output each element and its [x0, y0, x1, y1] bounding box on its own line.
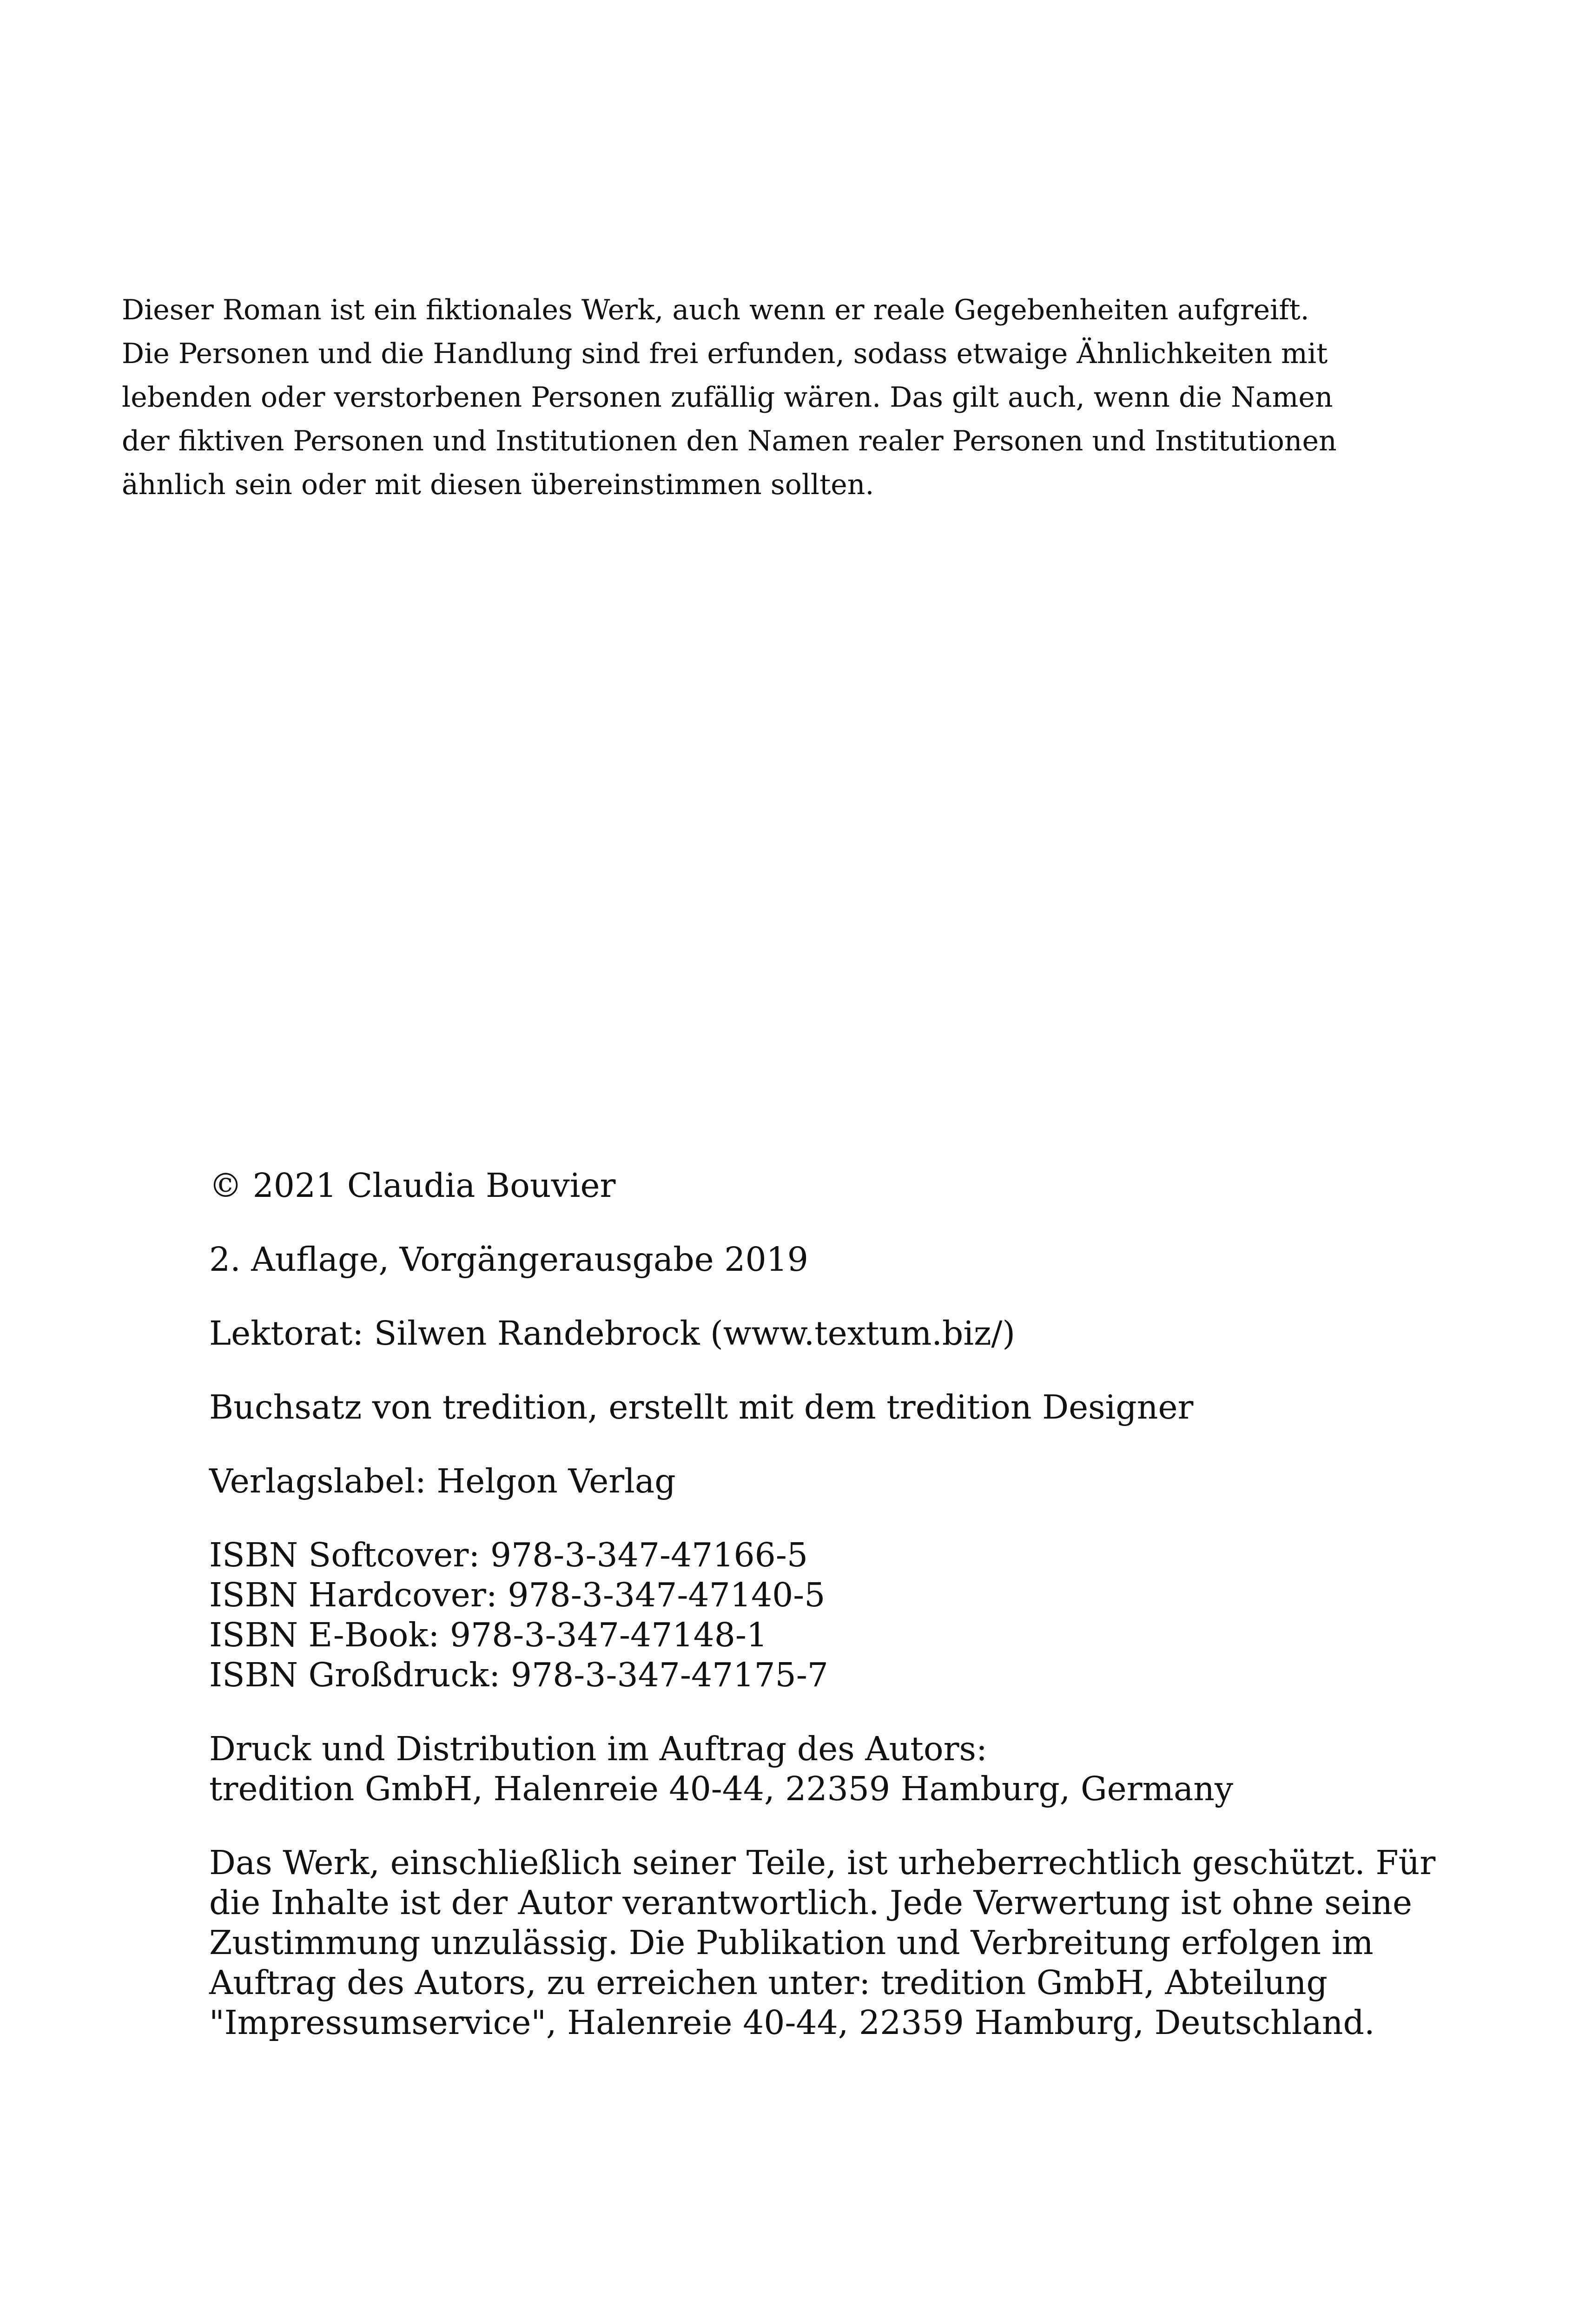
copyright-notice	[209, 1166, 1418, 1206]
isbn-large-print: ISBN Großdruck: 978-3-347-47175-7	[209, 1656, 828, 1694]
isbn-ebook: ISBN E-Book: 978-3-347-47148-1	[209, 1616, 768, 1654]
typesetting-text: Buchsatz von tredition, erstellt mit dem tredition Designer	[209, 1388, 1194, 1426]
edition-notice	[209, 1240, 1418, 1280]
editing-text: Lektorat: Silwen Randebrock (www.textum.biz/)	[209, 1314, 1016, 1353]
distribution-address: tredition GmbH, Halenreie 40-44, 22359 Hamburg, Germany	[209, 1769, 1234, 1808]
disclaimer-line: Die Personen und die Handlung sind frei erfunden, sodass etwaige Ähnlichkeiten mit	[122, 337, 1328, 370]
disclaimer-line: ähnlich sein oder mit diesen übereinstimmen sollten.	[122, 469, 874, 501]
copyright-text: © 2021 Claudia Bouvier	[209, 1166, 616, 1205]
disclaimer-line: Dieser Roman ist ein fiktionales Werk, auch wenn er reale Gegebenheiten aufgreift.	[122, 294, 1309, 326]
imprint-section	[209, 1166, 1436, 2077]
publisher-label-text: Verlagslabel: Helgon Verlag	[209, 1462, 676, 1500]
disclaimer-line: lebenden oder verstorbenen Personen zufällig wären. Das gilt auch, wenn die Namen	[122, 381, 1333, 414]
typesetting-credit	[209, 1387, 1418, 1427]
rights-line: Auftrag des Autors, zu erreichen unter: tredition GmbH, Abteilung	[209, 1963, 1328, 2002]
disclaimer-line: der fiktiven Personen und Institutionen den Namen realer Personen und Institutionen	[122, 425, 1337, 457]
rights-notice	[209, 1843, 1436, 2043]
rights-line: Das Werk, einschließlich seiner Teile, ist urheberrechtlich geschützt. Für	[209, 1843, 1436, 1882]
rights-line: "Impressumservice", Halenreie 40-44, 22359 Hamburg, Deutschland.	[209, 2003, 1375, 2042]
fiction-disclaimer	[122, 288, 1377, 507]
isbn-hardcover: ISBN Hardcover: 978-3-347-47140-5	[209, 1576, 826, 1614]
distribution-notice	[209, 1729, 1418, 1809]
edition-text: 2. Auflage, Vorgängerausgabe 2019	[209, 1240, 808, 1279]
isbn-list	[209, 1535, 1418, 1695]
distribution-line: Druck und Distribution im Auftrag des Autors:	[209, 1730, 987, 1768]
publisher-label	[209, 1461, 1418, 1501]
rights-line: die Inhalte ist der Autor verantwortlich. Jede Verwertung ist ohne seine	[209, 1883, 1412, 1922]
editing-credit	[209, 1314, 1418, 1353]
rights-line: Zustimmung unzulässig. Die Publikation und Verbreitung erfolgen im	[209, 1923, 1374, 1962]
isbn-softcover: ISBN Softcover: 978-3-347-47166-5	[209, 1536, 808, 1574]
